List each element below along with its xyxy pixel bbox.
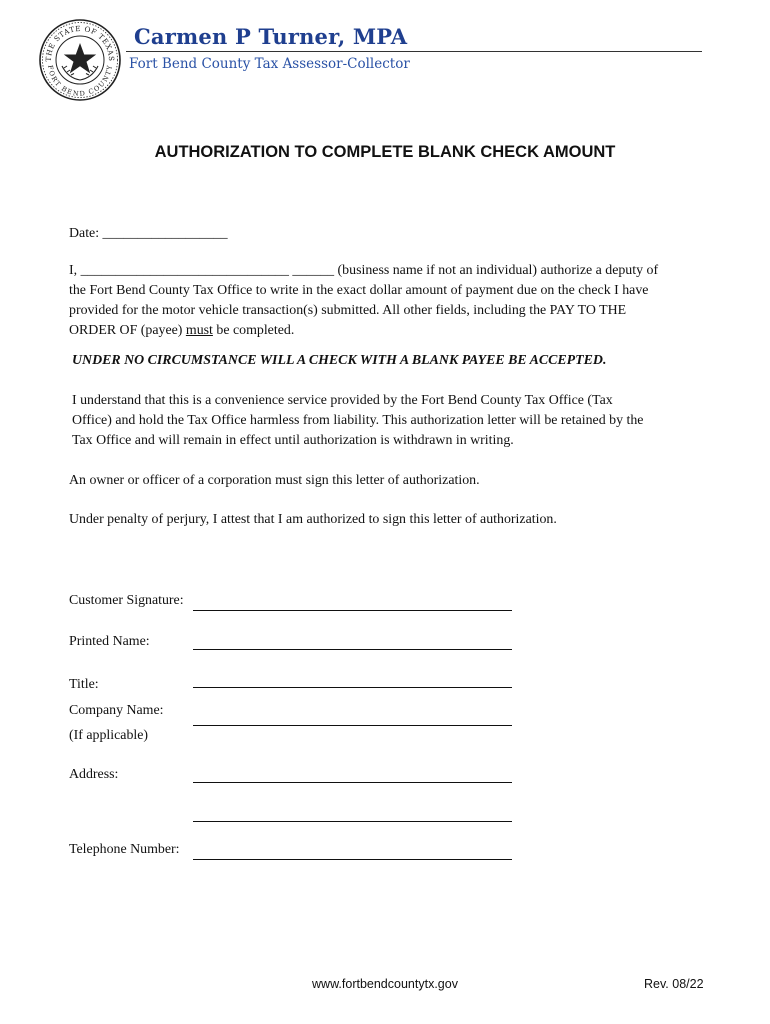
para1-line1: I, ______________________________ ______ (business name if not an individual) authorize a deputy of	[69, 263, 659, 278]
para1-line4-text: ORDER OF (payee)	[69, 323, 186, 338]
company-note: (If applicable)	[69, 728, 149, 743]
must-underlined: must	[185, 323, 213, 338]
printed-name-label: Printed Name:	[69, 634, 150, 649]
para1-line2: the Fort Bend County Tax Office to write in the exact dollar amount of payment due on the check I have	[69, 283, 649, 298]
company-label: Company Name:	[69, 703, 164, 718]
signature-line[interactable]	[193, 610, 512, 611]
printed-name-line[interactable]	[193, 649, 512, 650]
svg-text:THE STATE OF TEXAS: THE STATE OF TEXAS	[43, 23, 117, 62]
county-seal-logo	[38, 18, 122, 102]
title-line[interactable]	[193, 687, 512, 688]
footer-url: www.fortbendcountytx.gov	[312, 977, 458, 991]
para2-line1: I understand that this is a convenience service provided by the Fort Bend County Tax Office (Tax	[72, 393, 613, 408]
address-line-1[interactable]	[193, 782, 512, 783]
telephone-line[interactable]	[193, 859, 512, 860]
title-label: Title:	[69, 677, 99, 692]
company-line[interactable]	[193, 725, 512, 726]
warning-text: UNDER NO CIRCUMSTANCE WILL A CHECK WITH A BLANK PAYEE BE ACCEPTED.	[72, 353, 607, 368]
para2-line3: Tax Office and will remain in effect until authorization is withdrawn in writing.	[72, 433, 514, 448]
para1-line4-end: be completed.	[212, 323, 295, 338]
svg-text:FORT BEND COUNTY: FORT BEND COUNTY	[46, 64, 114, 98]
para2-line2: Office) and hold the Tax Office harmless from liability. This authorization letter will be retained by the	[72, 413, 644, 428]
date-line: Date: __________________	[69, 226, 228, 241]
official-name: Carmen P Turner, MPA	[134, 24, 408, 49]
address-label: Address:	[69, 767, 119, 782]
header-rule	[126, 51, 702, 52]
signature-label: Customer Signature:	[69, 593, 184, 608]
footer-revision: Rev. 08/22	[644, 977, 704, 991]
para1-line3: provided for the motor vehicle transaction(s) submitted. All other fields, including the PAY TO THE	[69, 303, 627, 318]
telephone-label: Telephone Number:	[69, 842, 180, 857]
para3: An owner or officer of a corporation must sign this letter of authorization.	[69, 473, 480, 488]
para1-line4	[69, 321, 294, 341]
address-line-2[interactable]	[193, 821, 512, 822]
para4: Under penalty of perjury, I attest that I am authorized to sign this letter of authorization.	[69, 512, 557, 527]
document-title: AUTHORIZATION TO COMPLETE BLANK CHECK AMOUNT	[154, 143, 616, 161]
office-title: Fort Bend County Tax Assessor-Collector	[129, 56, 410, 72]
